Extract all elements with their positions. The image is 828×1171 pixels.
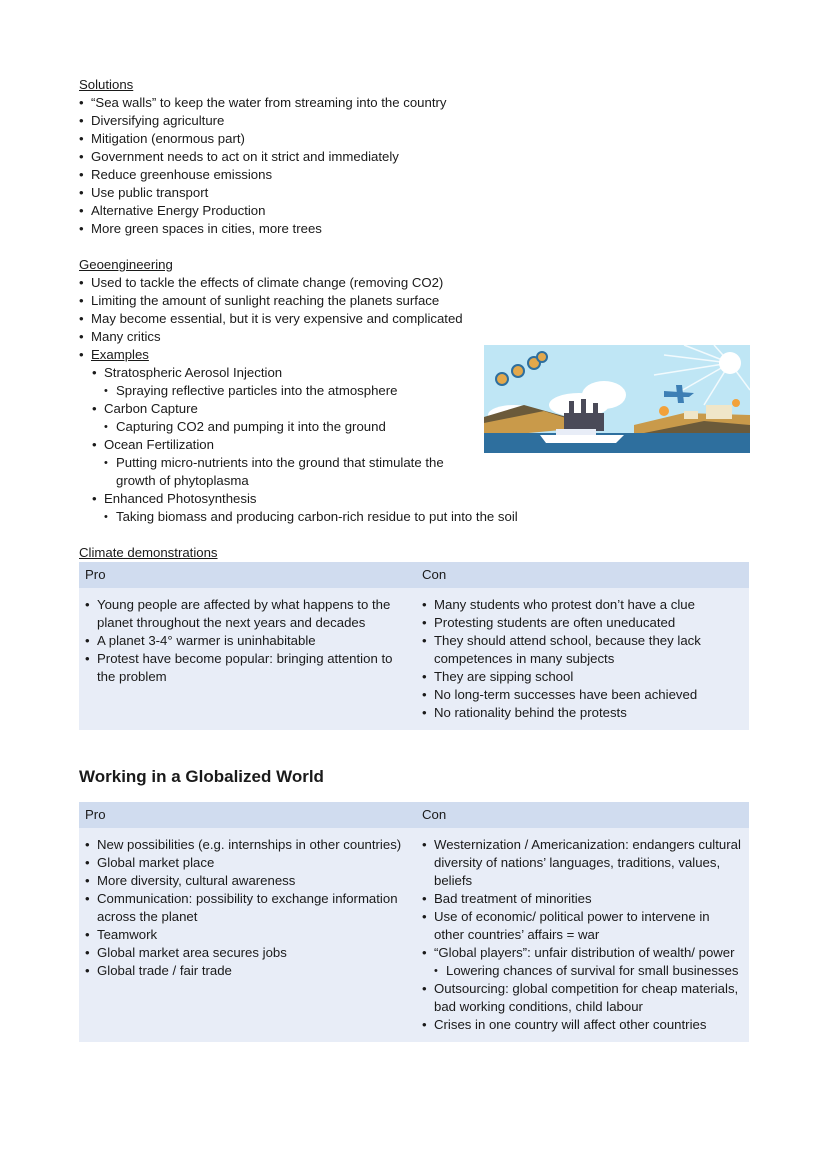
list-item: • Mitigation (enormous part) (79, 130, 749, 148)
list-item: • They are sipping school (422, 668, 743, 686)
list-item: • No long-term successes have been achieved (422, 686, 743, 704)
list-item: • More diversity, cultural awareness (85, 872, 410, 890)
list-item: • Bad treatment of minorities (422, 890, 743, 908)
climate-demonstrations-table (79, 562, 749, 730)
list-item: • No rationality behind the protests (422, 704, 743, 722)
list-item: • Alternative Energy Production (79, 202, 749, 220)
list-item: • More green spaces in cities, more trees (79, 220, 749, 238)
list-item: • “Sea walls” to keep the water from streaming into the country (79, 94, 749, 112)
example-detail: • Spraying reflective particles into the atmosphere (79, 382, 749, 400)
examples-label: Examples (91, 347, 149, 362)
list-item: • They should attend school, because they lack competences in many subjects (422, 632, 743, 668)
example-detail: • Taking biomass and producing carbon-rich residue to put into the soil (79, 508, 749, 526)
example-item: • Stratospheric Aerosol Injection • Spraying reflective particles into the atmosphere (79, 364, 749, 400)
document-page (79, 76, 749, 1042)
example-detail: • Putting micro-nutrients into the ground that stimulate the growth of phytoplasma (79, 454, 451, 490)
sun-icon (719, 352, 741, 374)
solutions-list (79, 94, 749, 238)
list-item: • Use of economic/ political power to intervene in other countries’ affairs = war (422, 908, 743, 944)
list-item: • Crises in one country will affect other countries (422, 1016, 743, 1034)
climate-illustration (484, 345, 750, 453)
solutions-heading: Solutions (79, 77, 134, 92)
list-item: • Used to tackle the effects of climate change (removing CO2) (79, 274, 749, 292)
list-item: • Government needs to act on it strict and immediately (79, 148, 749, 166)
list-item: • Communication: possibility to exchange information across the planet (85, 890, 410, 926)
list-item: • New possibilities (e.g. internships in other countries) (85, 836, 410, 854)
con-cell (416, 588, 749, 730)
climate-demonstrations-heading: Climate demonstrations (79, 545, 218, 560)
con-header: Con (416, 562, 749, 588)
list-item: • “Global players”: unfair distribution of wealth/ power • Lowering chances of survival for small businesses (422, 944, 743, 980)
list-item: • Many critics (79, 328, 749, 346)
list-item: • Westernization / Americanization: endangers cultural diversity of nations’ languages, traditions, values, beliefs (422, 836, 743, 890)
con-cell (416, 828, 749, 1042)
globalized-title: Working in a Globalized World (79, 767, 324, 786)
list-item: • Many students who protest don’t have a clue (422, 596, 743, 614)
list-item: • Young people are affected by what happens to the planet throughout the next years and decades (85, 596, 410, 632)
list-item: • Limiting the amount of sunlight reaching the planets surface (79, 292, 749, 310)
pro-cell (79, 828, 416, 1042)
pro-header: Pro (79, 802, 416, 828)
list-item: • Protest have become popular: bringing attention to the problem (85, 650, 410, 686)
list-item: • Diversifying agriculture (79, 112, 749, 130)
globalized-table (79, 802, 749, 1042)
list-item: • Outsourcing: global competition for cheap materials, bad working conditions, child labour (422, 980, 743, 1016)
pro-header: Pro (79, 562, 416, 588)
list-item: • Global trade / fair trade (85, 962, 410, 980)
con-header: Con (416, 802, 749, 828)
list-item: • Protesting students are often uneducated (422, 614, 743, 632)
geoengineering-heading: Geoengineering (79, 257, 173, 272)
list-item: • Reduce greenhouse emissions (79, 166, 749, 184)
list-item: • May become essential, but it is very expensive and complicated (79, 310, 749, 328)
example-item: • Enhanced Photosynthesis • Taking biomass and producing carbon-rich residue to put into the soil (79, 490, 749, 526)
list-item: • Teamwork (85, 926, 410, 944)
example-detail: • Capturing CO2 and pumping it into the ground (79, 418, 749, 436)
example-item: • Carbon Capture • Capturing CO2 and pumping it into the ground (79, 400, 749, 436)
list-item: • A planet 3-4° warmer is uninhabitable (85, 632, 410, 650)
list-item: • Use public transport (79, 184, 749, 202)
example-item: • Ocean Fertilization • Putting micro-nutrients into the ground that stimulate the growth of phytoplasma (79, 436, 749, 490)
list-subitem: • Lowering chances of survival for small businesses (409, 962, 743, 980)
list-item: • Global market area secures jobs (85, 944, 410, 962)
pro-cell (79, 588, 416, 730)
list-item: • Global market place (85, 854, 410, 872)
factory-icon (564, 399, 604, 431)
